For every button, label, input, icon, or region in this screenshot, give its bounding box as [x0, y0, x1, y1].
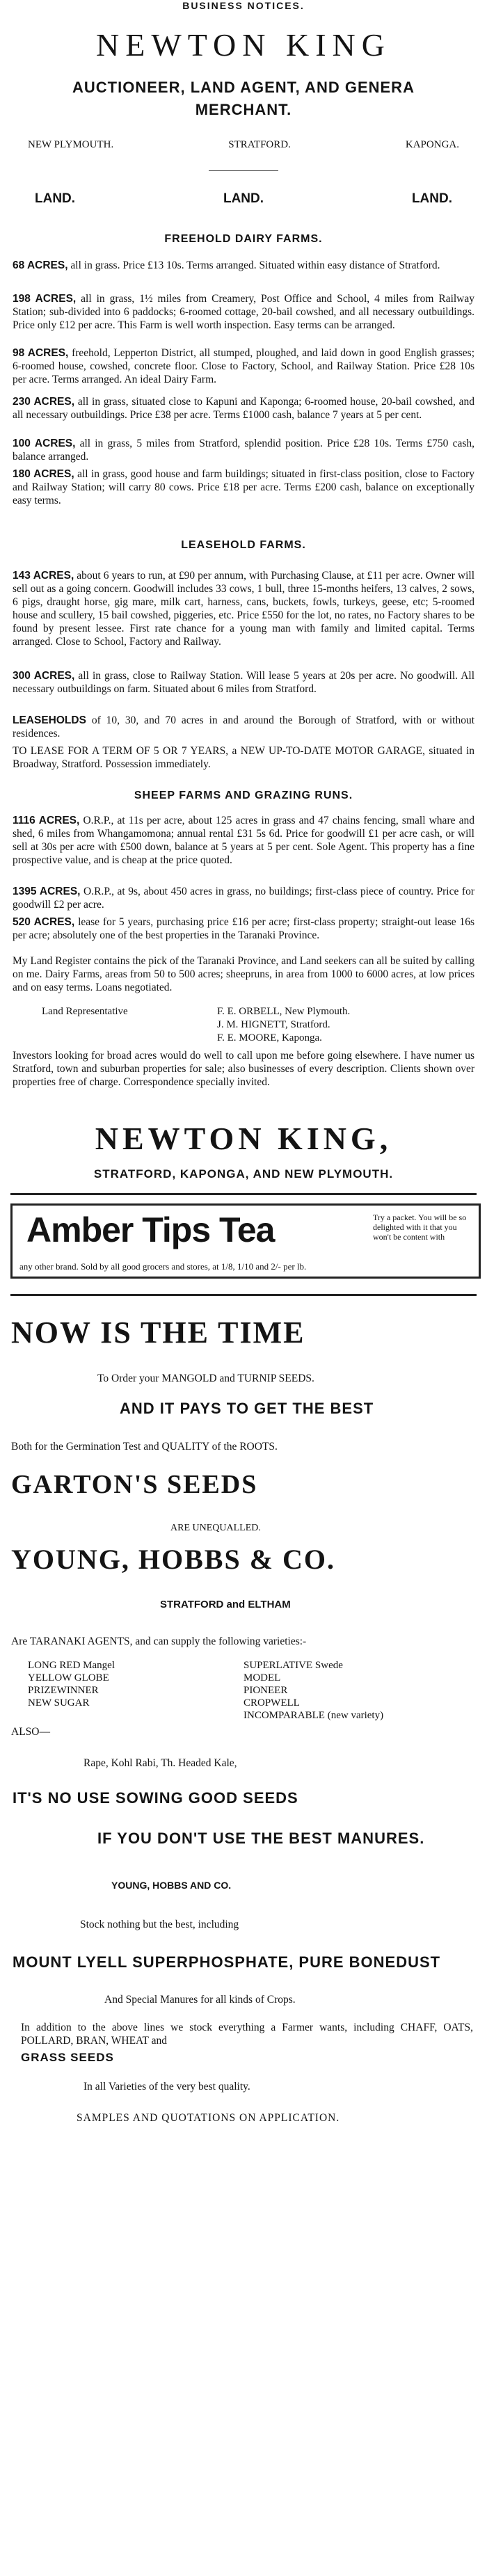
variety-left-list: LONG RED Mangel YELLOW GLOBE PRIZEWINNER NEW SUGAR [28, 1660, 115, 1709]
newton-king-subtitle-2: MERCHANT. [195, 101, 292, 118]
divider [10, 1193, 477, 1195]
grass-seeds: GRASS SEEDS [21, 2051, 114, 2064]
land-register-text: My Land Register contains the pick of the Taranaki Province, and Land seekers can all be suited by calling on me. Dairy Farms, areas from 50 to 500 acres; sheepruns, in area from 1000 to 6000 acres, at low prices and on easy terms. Loans negotiated. [13, 955, 474, 993]
taranaki-agents: Are TARANAKI AGENTS, and can supply the following varieties:- [11, 1635, 307, 1647]
mount-lyell-superphosphate: MOUNT LYELL SUPERPHOSPHATE, PURE BONEDUST [13, 1953, 441, 1971]
divider [209, 170, 278, 171]
divider [10, 1294, 477, 1296]
newton-king-footer-title: NEWTON KING, [95, 1121, 392, 1156]
rep-name-2: J. M. HIGNETT, Stratford. [217, 1019, 330, 1030]
rep-role: Land Representative [42, 1006, 128, 1017]
all-varieties: In all Varieties of the very best quality. [83, 2081, 250, 2093]
sheep-item-1: 1116 ACRES, O.R.P., at 11s per acre, about 125 acres in grass and 47 chains fencing, small whare and shed, 6 miles from Whangamomona; annual rental £31 5s 6d. Price for goodwill £1 per acre cash, or will sell at 30s per acre with £500 down, balance at 5 years at 5 per cent. Sole Agent. This property has a fine prospective value, and is cheap at the price quoted. [13, 815, 474, 866]
newton-king-towns [28, 139, 459, 151]
land-label-1: LAND. [35, 191, 76, 206]
sheep-heading: SHEEP FARMS AND GRAZING RUNS. [134, 790, 353, 801]
young-hobbs-and-co: YOUNG, HOBBS AND CO. [111, 1880, 232, 1891]
rep-name-3: F. E. MOORE, Kaponga. [217, 1032, 322, 1043]
special-manures: And Special Manures for all kinds of Crops. [104, 1994, 296, 2006]
freehold-item-3: 98 ACRES, freehold, Lepperton District, all stumped, ploughed, and laid down in good English grasses; 6-roomed house, cowshed, concrete floor. Close to Factory, School, and Railway Station. Price £28 10s per acre. Terms arranged. An ideal Dairy Farm. [13, 347, 474, 385]
freehold-item-6: 180 ACRES, all in grass, good house and farm buildings; situated in first-class position, close to Factory and Railway Station; will carry 80 cows. Price £18 per acre. Terms £200 cash, balance on exceptionally easy terms. [13, 468, 475, 506]
newton-king-title: NEWTON KING [96, 27, 391, 63]
amber-tips-side-text: Try a packet. You will be so delighted with it that you won't be content with [373, 1213, 467, 1242]
variety-right-list: SUPERLATIVE Swede MODEL PIONEER CROPWELL INCOMPARABLE (new variety) [244, 1660, 384, 1721]
young-hobbs-title: YOUNG, HOBBS & CO. [11, 1544, 336, 1575]
sheep-item-2: 1395 ACRES, O.R.P., at 9s, about 450 acres in grass, no buildings; first-class piece of country. Price for goodwill £2 per acre. [13, 886, 475, 911]
stock-nothing-but-best: Stock nothing but the best, including [80, 1919, 239, 1930]
freehold-item-1: 68 ACRES, all in grass. Price £13 10s. Terms arranged. Situated within easy distance of Stratford. [13, 259, 440, 271]
amber-tips-title: Amber Tips Tea [26, 1210, 275, 1249]
closing-text: Investors looking for broad acres would do well to call upon me before going elsewhere. I have numer us Stratford, town and suburban properties for sale; also businesses of every description. Clients shown over properties free of charge. Correspondence specially invited. [13, 1050, 474, 1088]
also-items: Rape, Kohl Rabi, Th. Headed Kale, [83, 1757, 237, 1769]
are-unequalled: ARE UNEQUALLED. [170, 1523, 261, 1533]
also-label: ALSO— [11, 1726, 50, 1738]
freehold-heading: FREEHOLD DAIRY FARMS. [164, 233, 323, 245]
no-use-sowing: IT'S NO USE SOWING GOOD SEEDS [13, 1789, 298, 1807]
seed-varieties [28, 1659, 459, 1722]
leasehold-item-3: LEASEHOLDS of 10, 30, and 70 acres in and around the Borough of Stratford, with or without residences. [13, 714, 474, 739]
gartons-seeds: GARTON'S SEEDS [11, 1470, 258, 1499]
newton-king-footer-towns: STRATFORD, KAPONGA, AND NEW PLYMOUTH. [93, 1167, 394, 1181]
leasehold-item-2: 300 ACRES, all in grass, close to Railway Station. Will lease 5 years at 20s per acre. No goodwill. All necessary outbuildings on farm. Situated about 6 miles from Stratford. [13, 670, 475, 695]
stratford-eltham: STRATFORD and ELTHAM [160, 1599, 291, 1610]
best-manures: IF YOU DON'T USE THE BEST MANURES. [97, 1830, 425, 1847]
leasehold-item-4: TO LEASE FOR A TERM OF 5 OR 7 YEARS, a NEW UP-TO-DATE MOTOR GARAGE, situated in Broadway, Stratford. Possession immediately. [13, 745, 474, 770]
land-label-2: LAND. [223, 191, 264, 206]
in-addition-text: In addition to the above lines we stock everything a Farmer wants, including CHAFF, OATS, POLLARD, BRAN, WHEAT and [21, 2022, 473, 2047]
leasehold-heading: LEASEHOLD FARMS. [181, 539, 306, 551]
land-label-3: LAND. [411, 191, 452, 206]
germination-line: Both for the Germination Test and QUALITY of the ROOTS. [11, 1441, 278, 1453]
leasehold-item-1: 143 ACRES, about 6 years to run, at £90 per annum, with Purchasing Clause, at £11 per acre. Owner will sell out as a going concern. Goodwill includes 33 cows, 1 bull, three 15-months heifers, 13 calves, 2 sows, 6 pigs, draught horse, gig mare, milk cart, harness, cans, buckets, fowls, turkeys, geese, etc; 5-roomed house and scullery, 15 bail cowshed, piggeries, etc. Price £550 for the lot, no rates, no Factory shares to be found by present lessee. First rate chance for a young man with family and limited capital. Terms arranged. Close to School, Factory and Railway. [13, 570, 475, 648]
town-new-plymouth: NEW PLYMOUTH. [28, 139, 114, 150]
town-kaponga: KAPONGA. [405, 139, 459, 150]
town-stratford: STRATFORD. [228, 139, 291, 150]
sheep-item-3: 520 ACRES, lease for 5 years, purchasing price £16 per acre; first-class property; straight-out lease 16s per acre; absolutely one of the best properties in the Taranaki Province. [13, 916, 475, 941]
freehold-item-2: 198 ACRES, all in grass, 1½ miles from Creamery, Post Office and School, 4 miles from Railway Station; sub-divided into 6 paddocks; 6-roomed cottage, 20-bail cowshed, and all necessary outbuildings. Price only £12 per acre. This Farm is well worth inspection. Easy terms can be arranged. [13, 293, 475, 331]
amber-tips-footer: any other brand. Sold by all good grocers and stores, at 1/8, 1/10 and 2/- per lb. [19, 1261, 307, 1272]
page-header: BUSINESS NOTICES. [182, 0, 305, 11]
freehold-item-5: 100 ACRES, all in grass, 5 miles from Stratford, splendid position. Price £28 10s. Terms £750 cash, balance arranged. [13, 438, 474, 463]
rep-name-1: F. E. ORBELL, New Plymouth. [217, 1006, 351, 1017]
land-row [35, 191, 452, 207]
now-is-the-time: NOW IS THE TIME [11, 1315, 305, 1350]
amber-tips-ad [10, 1203, 481, 1279]
samples-quotations: SAMPLES AND QUOTATIONS ON APPLICATION. [77, 2112, 340, 2124]
newton-king-subtitle-1: AUCTIONEER, LAND AGENT, AND GENERA [72, 79, 415, 96]
pays-to-get-best: AND IT PAYS TO GET THE BEST [120, 1400, 374, 1417]
freehold-item-4: 230 ACRES, all in grass, situated close to Kapuni and Kaponga; 6-roomed house, 20-bail cowshed, and all necessary outbuildings. Price £38 per acre. Terms £1000 cash, balance 7 years at 5 per cent. [13, 396, 475, 421]
order-seeds-line: To Order your MANGOLD and TURNIP SEEDS. [97, 1373, 314, 1384]
